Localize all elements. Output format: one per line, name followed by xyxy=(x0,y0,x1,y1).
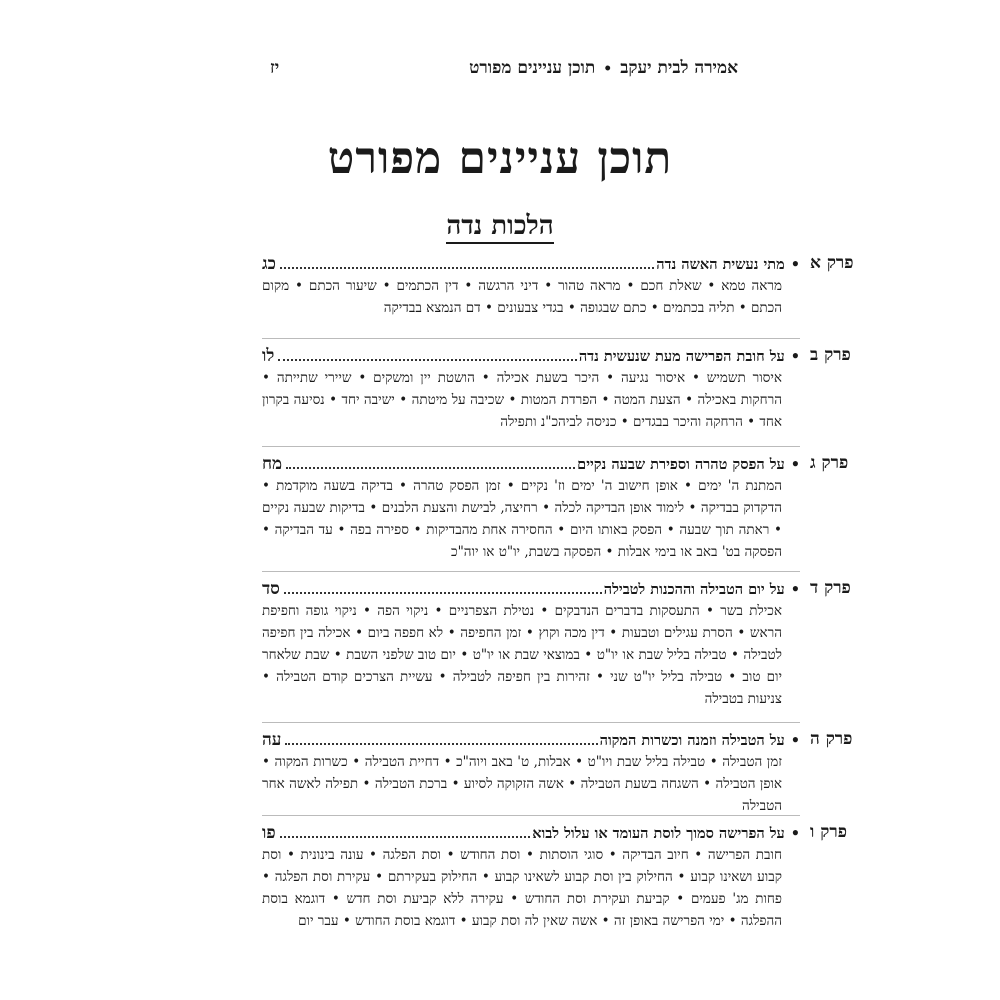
chapter-label: פרק א xyxy=(810,253,854,273)
chapter-topics: המתנת ה' ימים • אופן חישוב ה' ימים וז' נקיים • זמן הפסק טהרה • בדיקה בשעה מוקדמת • הדקדוק בבדיקה • לימוד אופן הבדיקה לכלה • רחיצה, לבישת והצעת הלבנים • בדיקות שבעה נקיים • ראתה תוך שבעה • הפסק באותו היום • החסירה אחת מהבדיקות • ספירה בפה • עד הבדיקה • הפסקה בט' באב או בימי אבלות • הפסקה בשבת, יו"ט או יוה"כ xyxy=(262,478,782,560)
divider xyxy=(262,571,800,572)
chapter-title: על הפרישה סמוך לוסת העומד או עלול לבוא xyxy=(532,825,785,842)
chapter-topics: מראה טמא • שאלת חכם • מראה טהור • דיני הרגשה • דין הכתמים • שיעור הכתם • מקום הכתם • תליה בכתמים • כתם שבגופה • בגדי צבעונים • דם הנמצא בבדיקה xyxy=(262,278,782,316)
chapter-title: מתי נעשית האשה נדה xyxy=(656,256,785,273)
running-head xyxy=(270,58,738,78)
chapter-title: על הטבילה וזמנה וכשרות המקוה xyxy=(599,732,785,749)
chapter-heading[interactable] xyxy=(262,578,800,600)
page-number: יז xyxy=(270,58,280,78)
book-title: אמירה לבית יעקב xyxy=(620,58,738,78)
chapter-entry xyxy=(262,822,847,932)
bullet-icon: • xyxy=(790,732,800,749)
bullet-icon: • xyxy=(790,456,800,473)
section-title xyxy=(0,211,1000,241)
bullet-icon: • xyxy=(790,256,800,273)
dot-leader xyxy=(280,267,654,269)
chapter-topics: איסור תשמיש • איסור נגיעה • היכר בשעת אכילה • הושטת יין ומשקים • שיירי שתייתה • הרחקות באכילה • הצעת המטה • הפרדת המטות • שכיבה על מיטתה • ישיבה יחד • נסיעה בקרון אחד • הרחקה והיכר בבגדים • כניסה לביהכ"נ ותפילה xyxy=(262,370,782,430)
dot-leader xyxy=(286,467,575,469)
chapter-heading[interactable] xyxy=(262,345,800,367)
chapter-label: פרק ב xyxy=(810,345,851,365)
dot-leader xyxy=(284,592,602,594)
chapter-label: פרק ג xyxy=(810,453,849,473)
chapter-label: פרק ו xyxy=(810,822,847,842)
running-title xyxy=(469,58,738,78)
chapter-title: על יום הטבילה וההכנות לטבילה xyxy=(603,581,785,598)
chapter-topics: אכילת בשר • התעסקות בדברים הנדבקים • נטילת הצפרניים • ניקוי הפה • ניקוי גופה וחפיפת הראש • הסרת עגילים וטבעות • דין מכה וקוץ • זמן החפיפה • לא חפפה ביום • אכילה בין חפיפה לטבילה • טבילה בליל שבת או יו"ט • במוצאי שבת או יו"ט • יום טוב שלפני השבת • שבת שלאחר יום טוב • טבילה בליל יו"ט שני • זהירות בין חפיפה לטבילה • עשיית הצרכים קודם הטבילה • צניעות בטבילה xyxy=(262,603,782,707)
chapter-entry xyxy=(262,345,851,433)
chapter-heading[interactable] xyxy=(262,729,800,751)
section-title-text: הלכות נדה xyxy=(446,211,553,244)
divider xyxy=(262,815,800,816)
dot-leader xyxy=(278,359,577,361)
chapter-heading[interactable] xyxy=(262,822,800,844)
divider xyxy=(262,446,800,447)
bullet-icon: • xyxy=(790,348,800,365)
chapter-title: על הפסק טהרה וספירת שבעה נקיים xyxy=(577,456,785,473)
chapter-entry xyxy=(262,253,854,319)
chapter-page: לו xyxy=(262,346,275,366)
chapter-page: סד xyxy=(262,579,280,599)
bullet-icon: • xyxy=(790,581,800,598)
dot-leader xyxy=(280,836,531,838)
chapter-page: כג xyxy=(262,254,276,274)
page-title: תוכן עניינים מפורט xyxy=(327,133,673,184)
bullet-icon: • xyxy=(790,825,800,842)
divider xyxy=(262,338,800,339)
chapter-heading[interactable] xyxy=(262,253,800,275)
chapter-entry xyxy=(262,729,853,817)
chapter-heading[interactable] xyxy=(262,453,800,475)
chapter-page: מח xyxy=(262,454,283,474)
chapter-entry xyxy=(262,578,851,710)
separator-dot: • xyxy=(603,61,613,77)
chapter-label: פרק ד xyxy=(810,578,851,598)
dot-leader xyxy=(285,743,597,745)
chapter-entry xyxy=(262,453,849,563)
chapter-page: עה xyxy=(262,730,282,750)
chapter-topics: חובת הפרישה • חיוב הבדיקה • סוגי הוסתות • וסת החודש • וסת הפלגה • עונה בינונית • וסת קבוע ושאינו קבוע • החילוק בין וסת קבוע לשאינו קבוע • החילוק בעקירתם • עקירת וסת הפלגה • פחות מג' פעמים • קביעת ועקירת וסת החודש • עקירה ללא קביעת וסת חדש • דוגמא בוסת ההפלגה • ימי הפרישה באופן זה • אשה שאין לה וסת קבוע • דוגמא בוסת החודש • עבר יום xyxy=(262,847,782,929)
running-section: תוכן עניינים מפורט xyxy=(469,58,596,78)
chapter-topics: זמן הטבילה • טבילה בליל שבת ויו"ט • אבלות, ט' באב ויוה"כ • דחיית הטבילה • כשרות המקוה • אופן הטבילה • השגחה בשעת הטבילה • אשה הזקוקה לסיוע • ברכת הטבילה • תפילה לאשה אחר הטבילה xyxy=(262,754,782,814)
chapter-page: פו xyxy=(262,823,276,843)
divider xyxy=(262,722,800,723)
chapter-title: על חובת הפרישה מעת שנעשית נדה xyxy=(578,348,785,365)
chapter-label: פרק ה xyxy=(810,729,853,749)
